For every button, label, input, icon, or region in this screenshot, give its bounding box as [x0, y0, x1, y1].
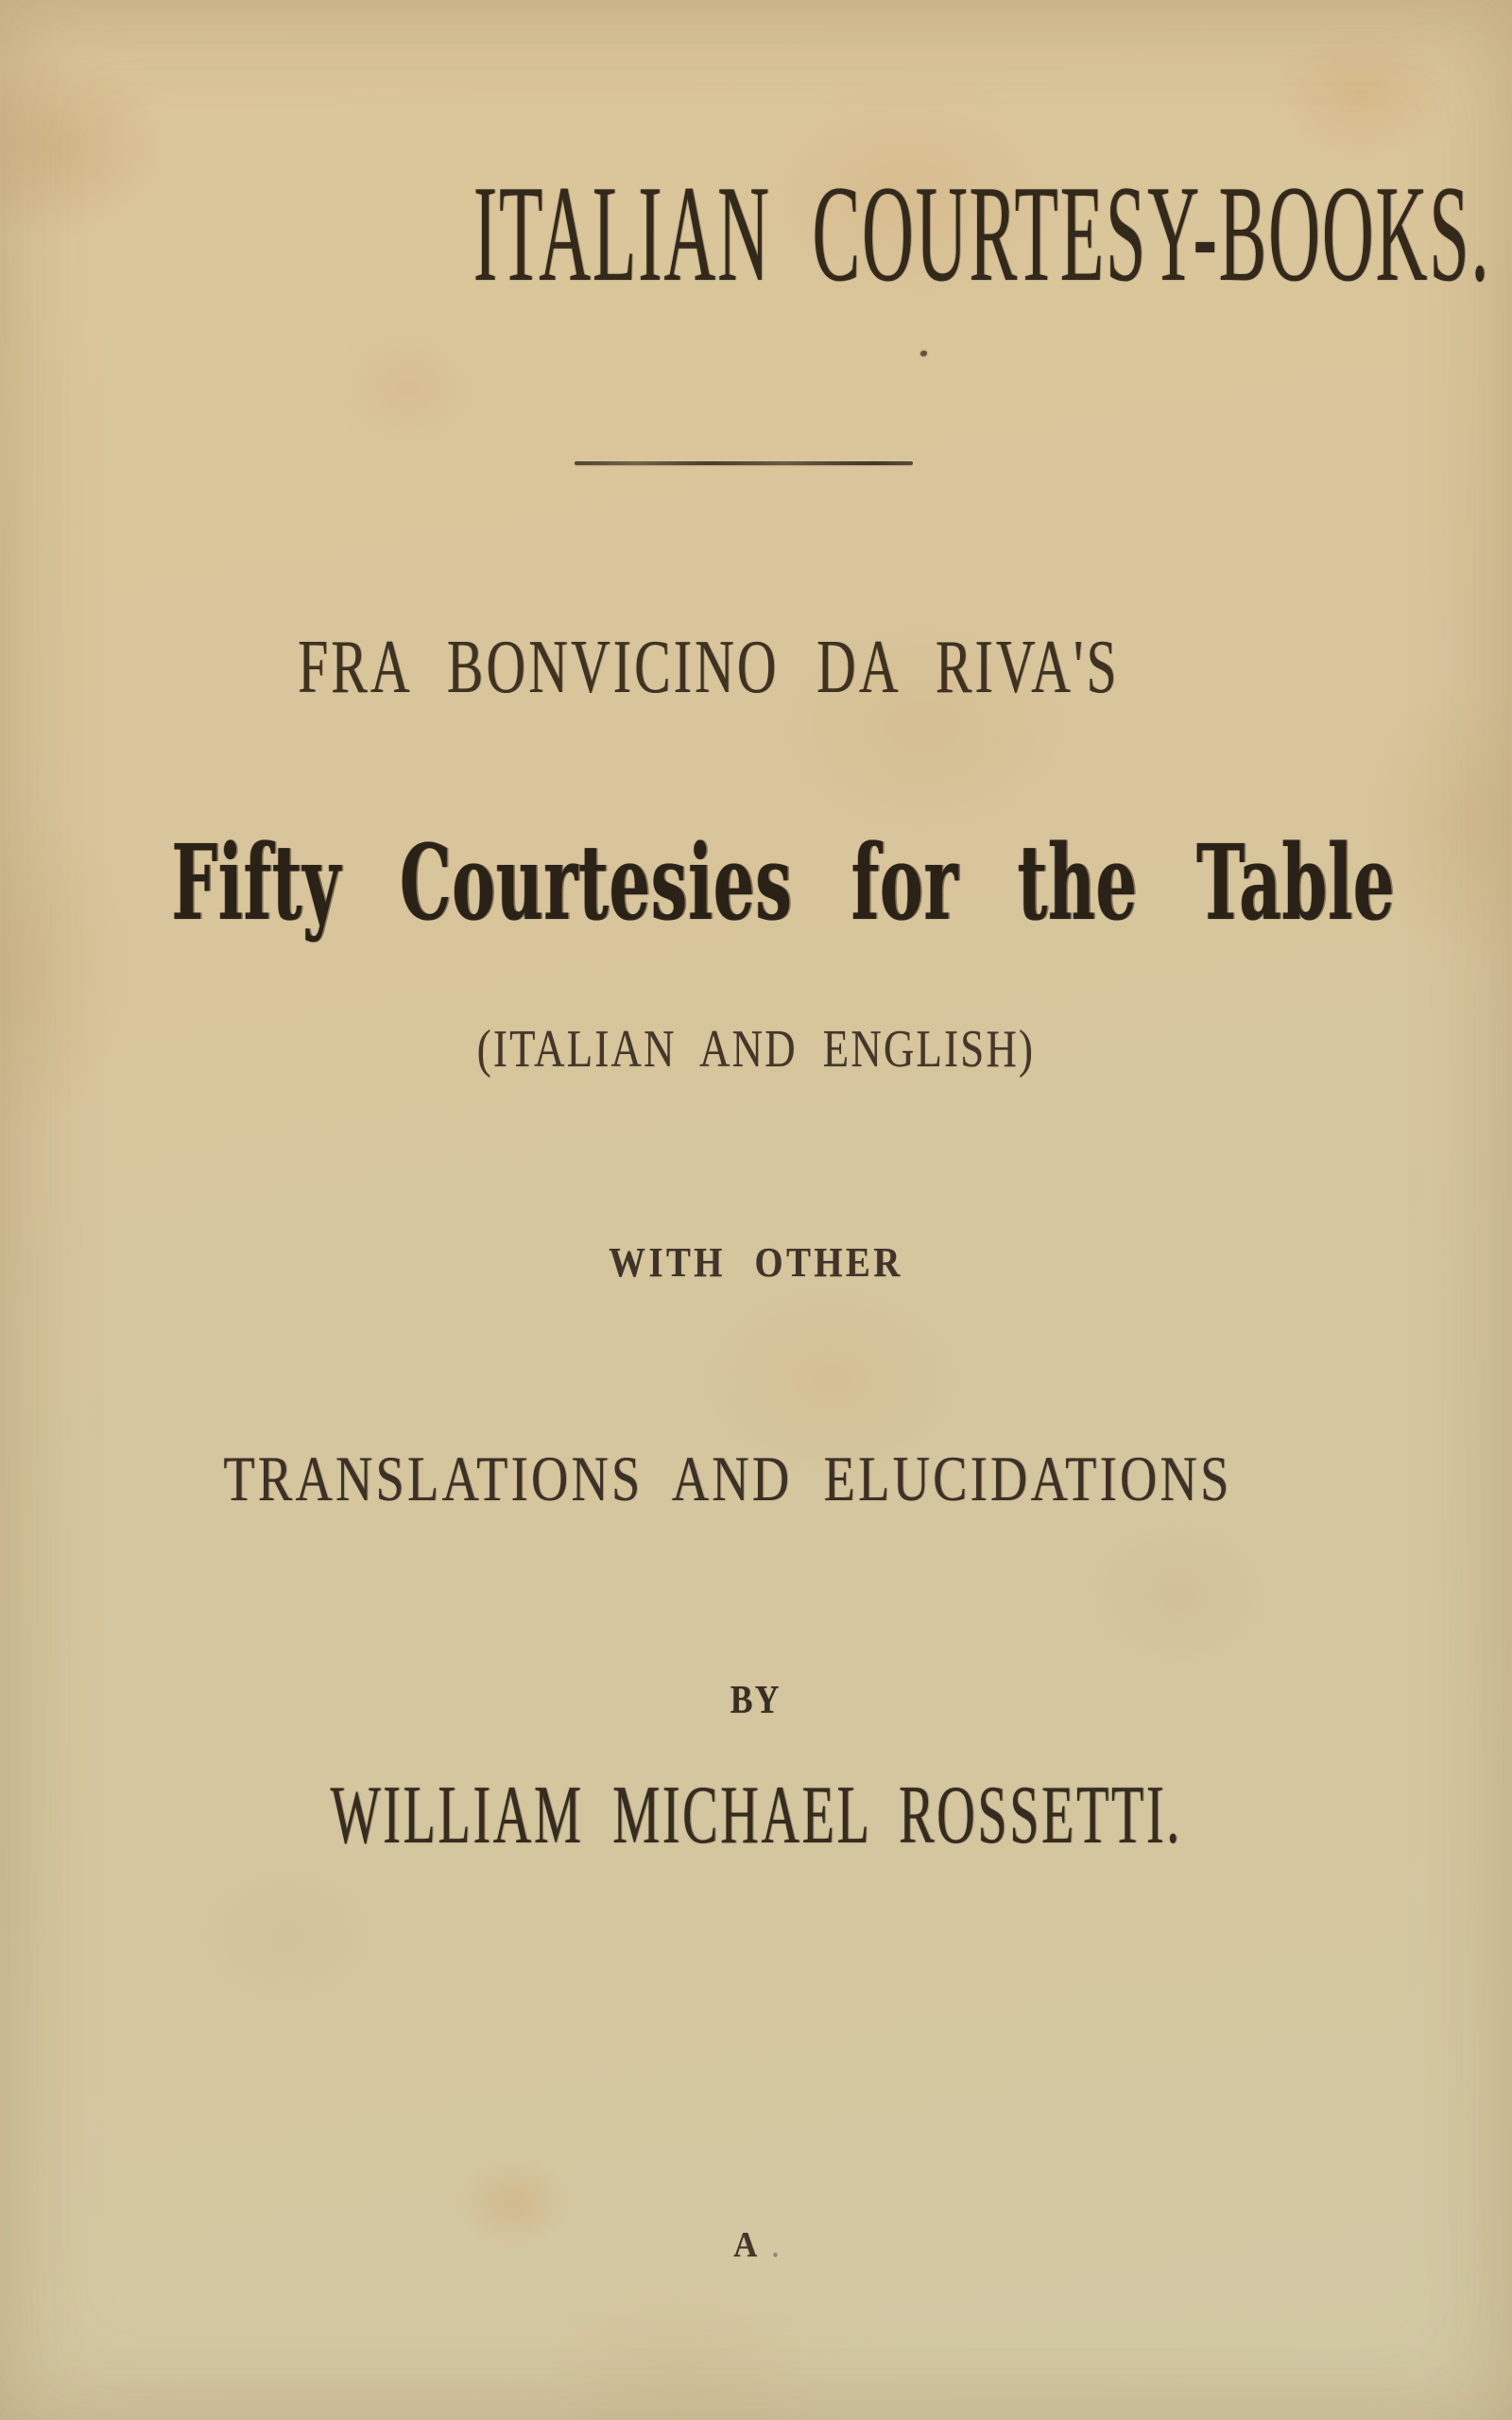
contents-line-text: TRANSLATIONS AND ELUCIDATIONS [223, 1443, 1232, 1514]
series-title [0, 157, 1512, 310]
author-name [0, 1770, 1512, 1861]
with-other-text: WITH OTHER [609, 1239, 903, 1286]
signature-letter: A [732, 2225, 757, 2265]
with-other-line [0, 1239, 1512, 1286]
signature-mark [0, 2227, 1512, 2263]
language-note-text: (ITALIAN AND ENGLISH) [476, 1020, 1036, 1079]
language-note [0, 1020, 1512, 1079]
main-title-text: Fifty Courtesies for the Table [171, 822, 1396, 944]
attribution-text: FRA BONVICINO DA RIVA'S [298, 626, 1120, 709]
signature-dot: . [770, 2225, 780, 2265]
divider-rule [575, 461, 913, 465]
by-label-text: BY [730, 1679, 782, 1722]
attribution-line [0, 626, 1512, 709]
series-title-text: ITALIAN COURTESY-BOOKS. [472, 157, 1491, 310]
by-label [0, 1681, 1512, 1720]
ink-speck [920, 351, 927, 356]
main-title [0, 822, 1512, 944]
author-name-text: WILLIAM MICHAEL ROSSETTI. [330, 1770, 1182, 1861]
contents-line [0, 1443, 1512, 1514]
